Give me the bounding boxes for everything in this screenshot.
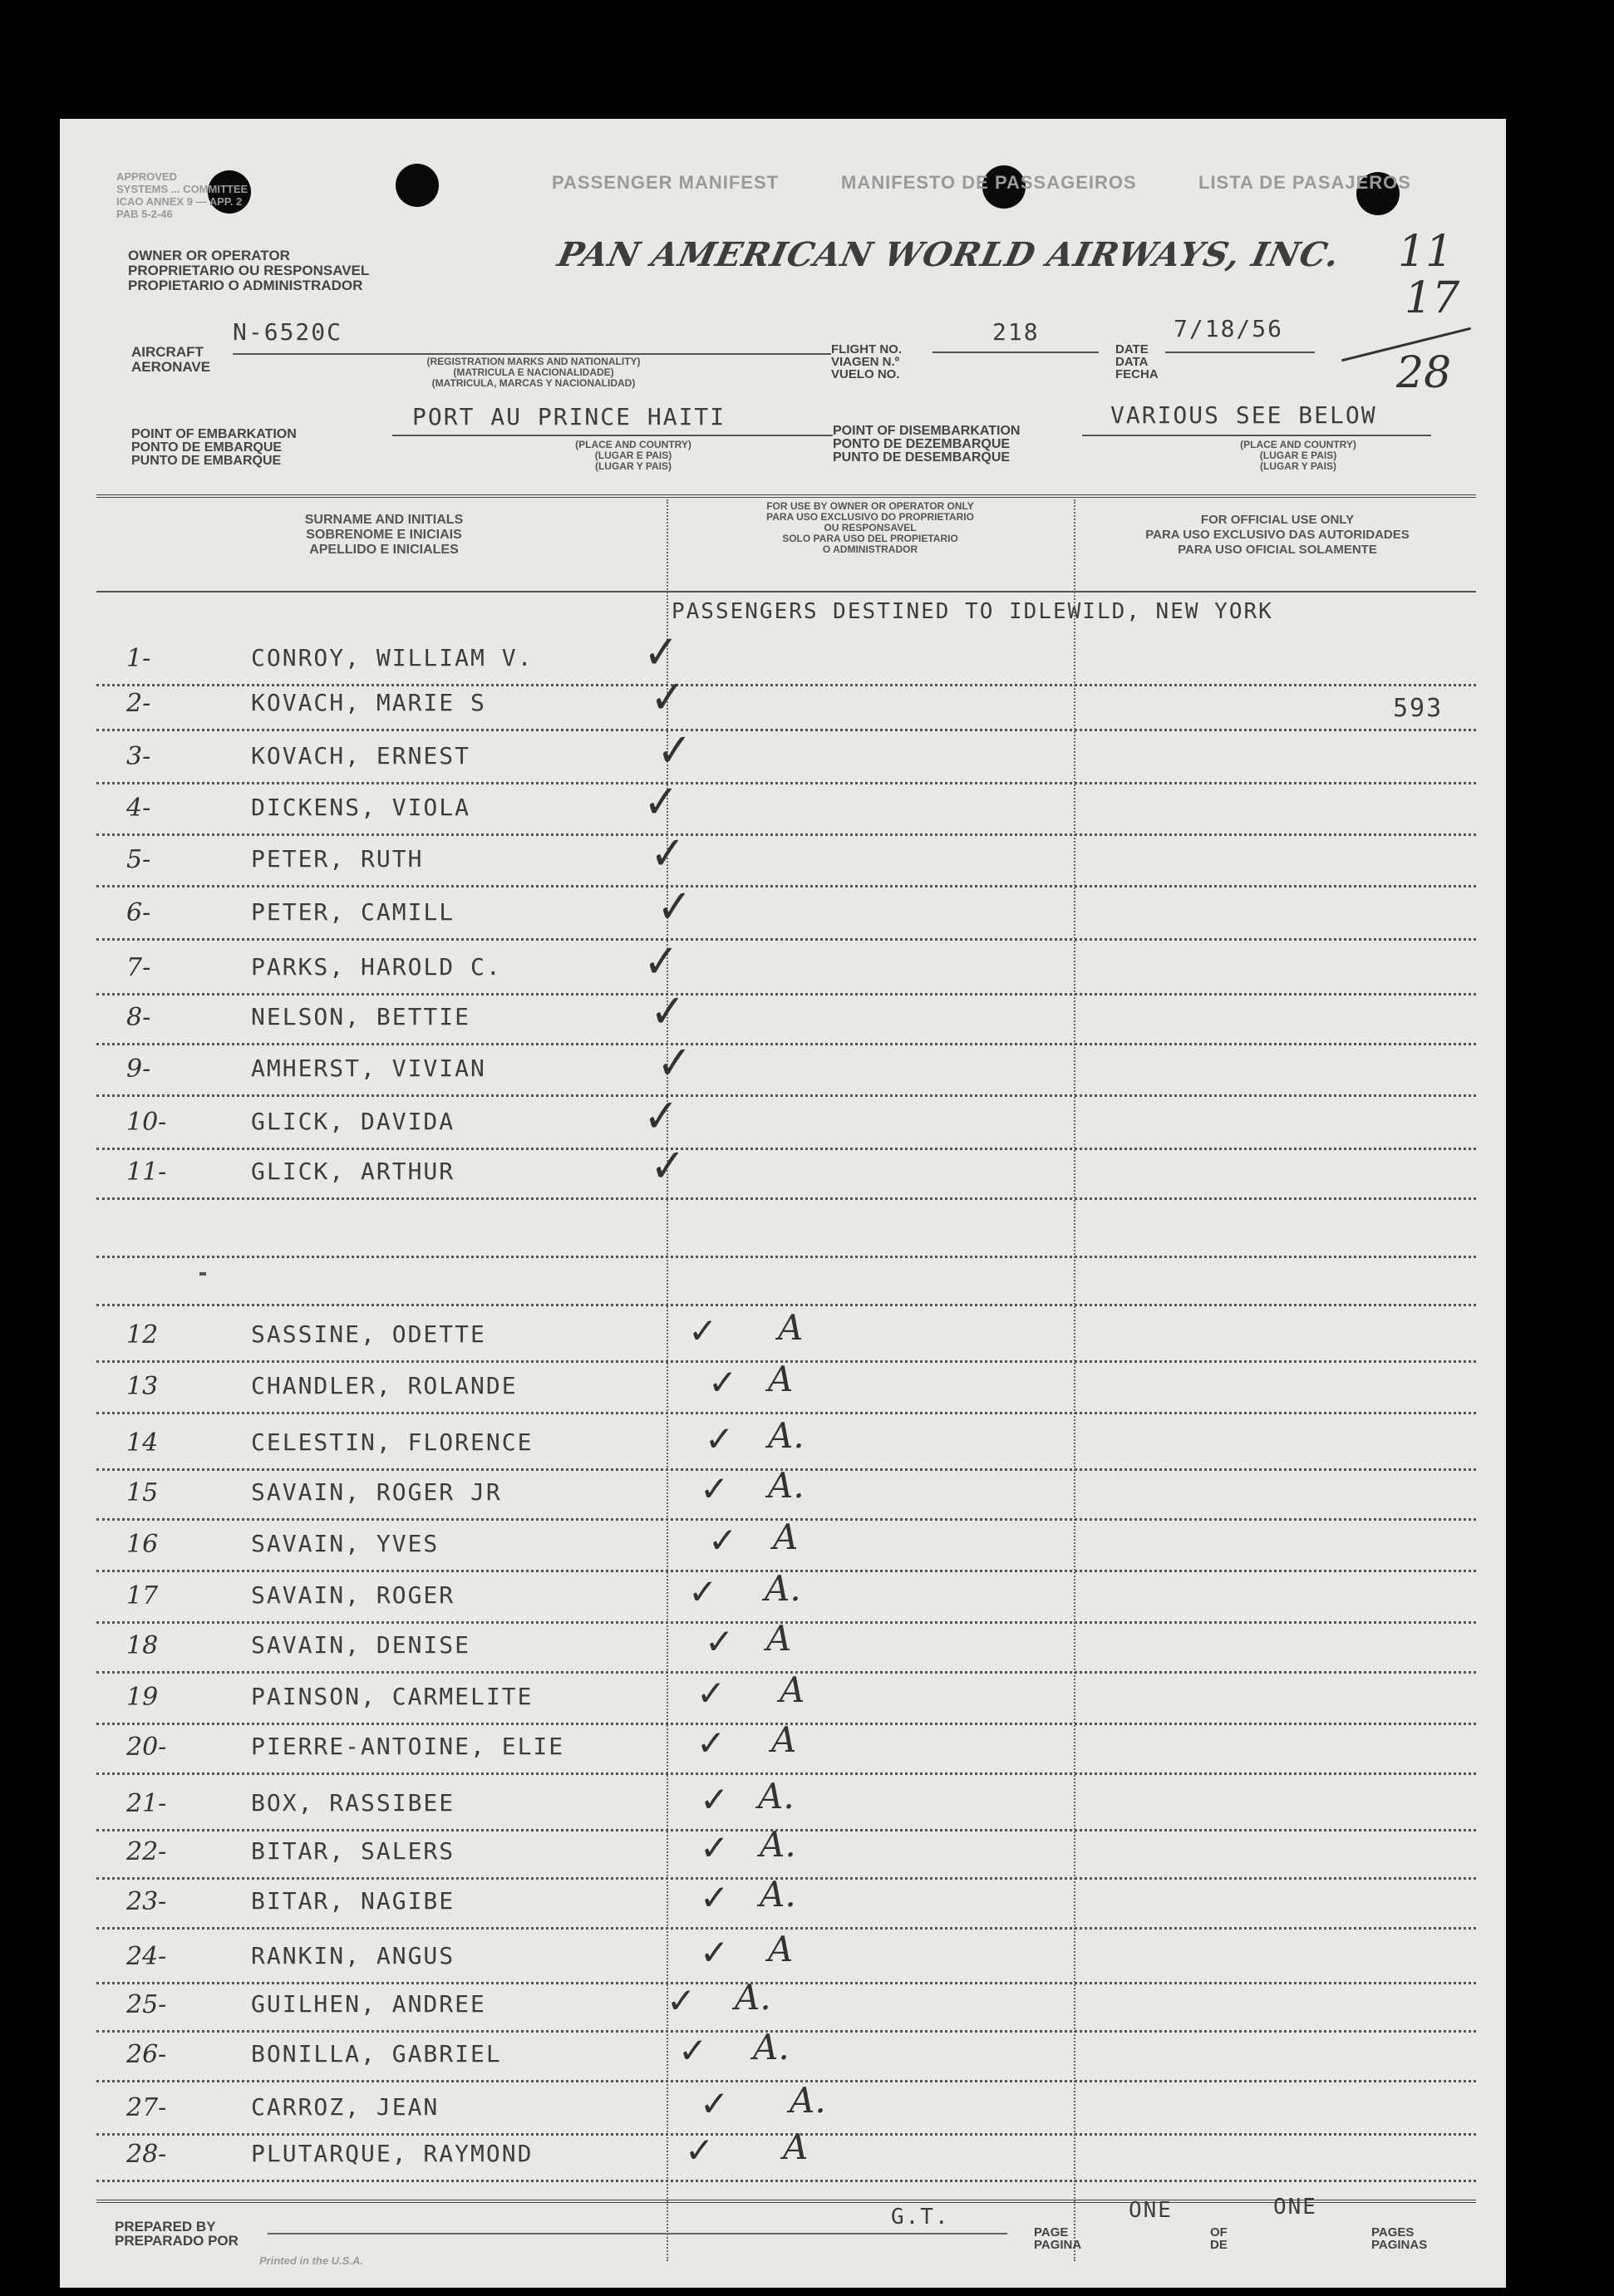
handwritten-mark: A bbox=[778, 1307, 804, 1348]
passenger-number: 15 bbox=[126, 1478, 159, 1507]
check-mark-icon: ✓ bbox=[643, 1089, 679, 1143]
page-value: ONE bbox=[1129, 2198, 1173, 2223]
passenger-name: SAVAIN, YVES bbox=[251, 1530, 440, 1557]
aircraft-sub: (REGISTRATION MARKS AND NATIONALITY) (MATRICULA E NACIONALIDADE) (MATRICULA, MARCAS Y NACIONALIDAD) bbox=[426, 356, 641, 389]
form-title-pt: MANIFESTO DE PASSAGEIROS bbox=[841, 172, 1137, 193]
embarkation-label: POINT OF EMBARKATION PONTO DE EMBARQUE PUNTO DE EMBARQUE bbox=[131, 427, 297, 468]
passenger-number: 21- bbox=[126, 1789, 167, 1818]
check-mark-icon: ✓ bbox=[700, 2083, 730, 2124]
passenger-name: RANKIN, ANGUS bbox=[251, 1942, 455, 1969]
passenger-number: 23- bbox=[126, 1887, 167, 1916]
passenger-number: 14 bbox=[126, 1428, 159, 1458]
check-mark-icon: ✓ bbox=[643, 775, 679, 829]
passenger-number: 17 bbox=[126, 1581, 159, 1610]
aircraft-value: N-6520C bbox=[233, 318, 343, 346]
check-mark-icon: ✓ bbox=[650, 671, 686, 725]
check-mark-icon: ✓ bbox=[688, 1571, 718, 1612]
footer-rule bbox=[96, 2200, 1476, 2203]
embarkation-value: PORT AU PRINCE HAITI bbox=[412, 403, 726, 430]
handwritten-mark: A bbox=[773, 1517, 799, 1557]
passenger-name: SAVAIN, ROGER bbox=[251, 1581, 455, 1609]
row-rule bbox=[96, 833, 1476, 836]
header-bottom-rule bbox=[96, 591, 1476, 592]
row-rule bbox=[96, 993, 1476, 996]
handwritten-mark: A. bbox=[768, 1465, 805, 1506]
passenger-number: 27- bbox=[126, 2093, 167, 2122]
passenger-number: 10- bbox=[126, 1108, 167, 1137]
disembarkation-label: POINT OF DISEMBARKATION PONTO DE DEZEMBARQUE PUNTO DE DESEMBARQUE bbox=[833, 424, 1021, 465]
row-rule bbox=[96, 2180, 1476, 2182]
page-label: PAGE PAGINA bbox=[1034, 2225, 1082, 2252]
passenger-name: CONROY, WILLIAM V. bbox=[251, 644, 534, 671]
handwritten-mark: A. bbox=[758, 1776, 795, 1817]
passenger-name: PETER, RUTH bbox=[251, 845, 424, 873]
prepared-label: PREPARED BY PREPARADO POR bbox=[115, 2219, 239, 2249]
check-mark-icon: ✓ bbox=[643, 935, 679, 989]
pages-label: PAGES PAGINAS bbox=[1371, 2225, 1428, 2252]
check-mark-icon: ✓ bbox=[643, 626, 679, 680]
handwritten-mark: A. bbox=[768, 1415, 805, 1456]
passenger-name: KOVACH, ERNEST bbox=[251, 742, 471, 769]
row-rule bbox=[96, 729, 1476, 731]
form-title-en: PASSENGER MANIFEST bbox=[552, 172, 780, 193]
row-rule bbox=[96, 1256, 1476, 1258]
passenger-name: PAINSON, CARMELITE bbox=[251, 1683, 534, 1710]
handwritten-mark: A bbox=[768, 1359, 794, 1399]
passenger-name: GUILHEN, ANDREE bbox=[251, 1990, 486, 2018]
form-title-es: LISTA DE PASAJEROS bbox=[1198, 172, 1411, 193]
handwritten-mark: A bbox=[783, 2126, 809, 2167]
row-rule bbox=[96, 885, 1476, 887]
form-codes: APPROVED SYSTEMS ... COMMITTEE ICAO ANNEX 9 — APP. 2 PAB 5-2-46 bbox=[116, 170, 248, 220]
passenger-number: 9- bbox=[126, 1055, 151, 1084]
row-rule bbox=[96, 1043, 1476, 1045]
passenger-number: 26- bbox=[126, 2040, 167, 2069]
passenger-name: KOVACH, MARIE S bbox=[251, 689, 486, 716]
official-note: 593 bbox=[1393, 694, 1444, 723]
handwritten-mark: A. bbox=[753, 2027, 790, 2067]
passenger-number: 24- bbox=[126, 1942, 167, 1971]
row-rule bbox=[96, 782, 1476, 784]
disembarkation-value: VARIOUS SEE BELOW bbox=[1110, 401, 1377, 429]
passenger-name: GLICK, ARTHUR bbox=[251, 1158, 455, 1185]
date-underline bbox=[1165, 352, 1315, 353]
check-mark-icon: ✓ bbox=[700, 1468, 730, 1509]
date-label: DATE DATA FECHA bbox=[1115, 342, 1159, 381]
passenger-name: AMHERST, VIVIAN bbox=[251, 1055, 486, 1082]
check-mark-icon: ✓ bbox=[700, 1932, 730, 1973]
of-value: ONE bbox=[1273, 2195, 1317, 2220]
passenger-name: SASSINE, ODETTE bbox=[251, 1320, 486, 1348]
passenger-number: 18 bbox=[126, 1631, 159, 1660]
check-mark-icon: ✓ bbox=[696, 1723, 726, 1763]
section-note: PASSENGERS DESTINED TO IDLEWILD, NEW YORK bbox=[672, 599, 1273, 624]
handwritten-mark: A bbox=[780, 1669, 805, 1710]
passenger-name: BITAR, NAGIBE bbox=[251, 1887, 455, 1915]
check-mark-icon: ✓ bbox=[700, 1779, 730, 1820]
check-mark-icon: ✓ bbox=[657, 1036, 692, 1090]
passenger-name: CARROZ, JEAN bbox=[251, 2093, 440, 2121]
printed-note: Printed in the U.S.A. bbox=[259, 2254, 363, 2267]
flight-underline bbox=[932, 352, 1099, 353]
passenger-number: 20- bbox=[126, 1733, 167, 1762]
passenger-name: SAVAIN, ROGER JR bbox=[251, 1478, 502, 1506]
disembarkation-underline bbox=[1082, 435, 1431, 436]
corner-note: 28 bbox=[1396, 348, 1452, 398]
passenger-number: 5- bbox=[126, 845, 151, 874]
passenger-number: 22- bbox=[126, 1837, 167, 1866]
passenger-number: 16 bbox=[126, 1530, 159, 1559]
col1-header: SURNAME AND INITIALS SOBRENOME E INICIAIS APELLIDO E INICIALES bbox=[304, 513, 464, 557]
of-label: OF DE bbox=[1210, 2225, 1228, 2252]
flight-value: 218 bbox=[992, 318, 1040, 346]
check-mark-icon: ✓ bbox=[700, 1877, 730, 1918]
airline-name: PAN AMERICAN WORLD AIRWAYS, INC. bbox=[554, 235, 1344, 274]
check-mark-icon: ✓ bbox=[708, 1520, 738, 1561]
passenger-number: 3- bbox=[126, 742, 151, 771]
blank-row-dot bbox=[199, 1272, 206, 1276]
check-mark-icon: ✓ bbox=[696, 1673, 726, 1713]
row-rule bbox=[96, 1148, 1476, 1150]
prepared-initials: G.T. bbox=[891, 2205, 950, 2230]
date-value: 7/18/56 bbox=[1174, 315, 1284, 342]
check-mark-icon: ✓ bbox=[685, 2130, 715, 2171]
passenger-name: PETER, CAMILL bbox=[251, 898, 455, 926]
handwritten-mark: A. bbox=[765, 1568, 801, 1609]
corner-note: 17 bbox=[1405, 273, 1460, 323]
passenger-name: CHANDLER, ROLANDE bbox=[251, 1372, 518, 1399]
col2-header: FOR USE BY OWNER OR OPERATOR ONLY PARA USO EXCLUSIVO DO PROPRIETARIO OU RESPONSAVEL SOLO PARA USO DEL PROPIETARIO O ADMINISTRADOR bbox=[766, 500, 974, 555]
flight-label: FLIGHT NO. VIAGEN N.º VUELO NO. bbox=[831, 342, 902, 381]
row-rule bbox=[96, 1094, 1476, 1097]
check-mark-icon: ✓ bbox=[650, 985, 686, 1039]
passenger-number: 25- bbox=[126, 1990, 167, 2019]
passenger-number: 7- bbox=[126, 953, 151, 982]
punch-hole bbox=[396, 164, 439, 207]
passenger-name: PARKS, HAROLD C. bbox=[251, 953, 502, 981]
check-mark-icon: ✓ bbox=[708, 1362, 738, 1403]
row-rule bbox=[96, 938, 1476, 941]
embarkation-underline bbox=[392, 435, 833, 436]
passenger-name: NELSON, BETTIE bbox=[251, 1003, 471, 1030]
check-mark-icon: ✓ bbox=[657, 880, 692, 934]
passenger-number: 8- bbox=[126, 1003, 151, 1032]
column-divider bbox=[1074, 499, 1075, 2261]
row-rule bbox=[96, 684, 1476, 686]
passenger-name: SAVAIN, DENISE bbox=[251, 1631, 471, 1659]
passenger-name: PLUTARQUE, RAYMOND bbox=[251, 2140, 534, 2167]
passenger-name: BONILLA, GABRIEL bbox=[251, 2040, 502, 2067]
handwritten-mark: A bbox=[771, 1719, 797, 1760]
handwritten-mark: A. bbox=[760, 1824, 796, 1865]
passenger-number: 1- bbox=[126, 644, 151, 673]
row-rule bbox=[96, 1412, 1476, 1414]
handwritten-mark: A. bbox=[735, 1977, 771, 2018]
passenger-number: 2- bbox=[126, 689, 151, 718]
passenger-name: PIERRE-ANTOINE, ELIE bbox=[251, 1733, 565, 1760]
aircraft-label: AIRCRAFT AERONAVE bbox=[131, 344, 211, 375]
check-mark-icon: ✓ bbox=[667, 1980, 696, 2021]
handwritten-mark: A bbox=[766, 1618, 792, 1659]
col3-header: FOR OFFICIAL USE ONLY PARA USO EXCLUSIVO DAS AUTORIDADES PARA USO OFICIAL SOLAMENTE bbox=[1145, 513, 1410, 557]
disembarkation-sub: (PLACE AND COUNTRY) (LUGAR E PAIS) (LUGAR Y PAIS) bbox=[1240, 439, 1356, 472]
handwritten-mark: A. bbox=[790, 2080, 826, 2121]
passenger-number: 6- bbox=[126, 898, 151, 927]
row-rule bbox=[96, 1982, 1476, 1984]
row-rule bbox=[96, 1772, 1476, 1775]
passenger-number: 19 bbox=[126, 1683, 159, 1712]
row-rule bbox=[96, 1197, 1476, 1200]
check-mark-icon: ✓ bbox=[705, 1621, 735, 1662]
embarkation-sub: (PLACE AND COUNTRY) (LUGAR E PAIS) (LUGAR Y PAIS) bbox=[575, 439, 691, 472]
check-mark-icon: ✓ bbox=[678, 2030, 708, 2071]
check-mark-icon: ✓ bbox=[657, 724, 692, 778]
check-mark-icon: ✓ bbox=[705, 1418, 735, 1459]
check-mark-icon: ✓ bbox=[650, 827, 686, 881]
passenger-name: GLICK, DAVIDA bbox=[251, 1108, 455, 1135]
handwritten-mark: A. bbox=[760, 1874, 796, 1915]
check-mark-icon: ✓ bbox=[650, 1139, 686, 1193]
passenger-number: 11- bbox=[126, 1158, 167, 1187]
row-rule bbox=[96, 1304, 1476, 1306]
passenger-name: CELESTIN, FLORENCE bbox=[251, 1428, 534, 1456]
check-mark-icon: ✓ bbox=[688, 1310, 718, 1351]
table-top-rule bbox=[96, 494, 1476, 498]
check-mark-icon: ✓ bbox=[700, 1827, 730, 1868]
row-rule bbox=[96, 2080, 1476, 2082]
passenger-name: DICKENS, VIOLA bbox=[251, 794, 471, 821]
owner-label: OWNER OR OPERATOR PROPRIETARIO OU RESPONSAVEL PROPIETARIO O ADMINISTRADOR bbox=[128, 248, 370, 293]
passenger-number: 12 bbox=[126, 1320, 159, 1350]
prepared-underline bbox=[268, 2233, 1007, 2235]
handwritten-mark: A bbox=[768, 1929, 794, 1969]
passenger-name: BITAR, SALERS bbox=[251, 1837, 455, 1865]
passenger-number: 4- bbox=[126, 794, 151, 823]
manifest-sheet bbox=[60, 119, 1506, 2288]
passenger-name: BOX, RASSIBEE bbox=[251, 1789, 455, 1817]
passenger-number: 13 bbox=[126, 1372, 159, 1401]
corner-note: 11 bbox=[1398, 227, 1454, 277]
aircraft-underline bbox=[233, 353, 831, 355]
passenger-number: 28- bbox=[126, 2140, 167, 2169]
